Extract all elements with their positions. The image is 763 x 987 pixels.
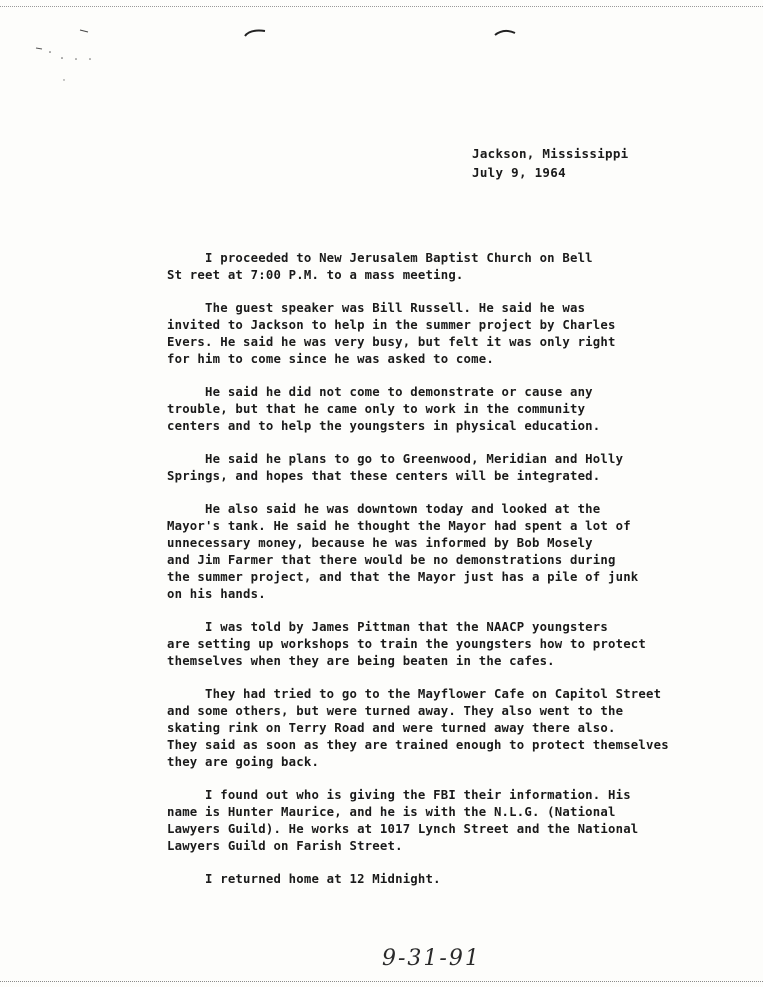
paragraph-church-meeting: I proceeded to New Jerusalem Baptist Church on Bell St reet at 7:00 P.M. to a mass meeting. <box>167 251 593 282</box>
dateline-date: July 9, 1964 <box>472 165 566 180</box>
paragraph-guest-speaker: The guest speaker was Bill Russell. He said he was invited to Jackson to help in the summer project by Charles Evers. He said he was very busy, but felt it was only right for him to come since he was asked to come. <box>167 301 616 366</box>
top-edge-rule <box>0 6 763 7</box>
handwritten-note: 9-31-91 <box>382 946 481 971</box>
dateline <box>472 144 629 182</box>
binder-hole-mark-right <box>494 28 516 38</box>
binder-hole-mark-left <box>244 28 266 38</box>
paragraph-fbi-informant: I found out who is giving the FBI their information. His name is Hunter Maurice, and he is with the N.L.G. (National Lawyers Guild). He works at 1017 Lynch Street and the National Lawyers Guild on Farish Street. <box>167 788 639 853</box>
paragraph-mayors-tank: He also said he was downtown today and looked at the Mayor's tank. He said he thought the Mayor had spent a lot of unnecessary money, because he was informed by Bob Mosely and Jim Farmer that there would be no demonstrations during the summer project, and that the Mayor just has a pile of junk on his hands. <box>167 502 639 601</box>
dateline-place: Jackson, Mississippi <box>472 146 629 161</box>
bottom-edge-rule <box>0 981 763 982</box>
paragraph-travel-plans: He said he plans to go to Greenwood, Meridian and Holly Springs, and hopes that these centers will be integrated. <box>167 452 624 483</box>
paragraph-cafes: They had tried to go to the Mayflower Cafe on Capitol Street and some others, but were turned away. They also went to the skating rink on Terry Road and were turned away there also. They said as soon as they are trained enough to protect themselves they are going back. <box>167 687 669 769</box>
paragraph-return-home: I returned home at 12 Midnight. <box>167 872 441 886</box>
scan-speck-marks <box>30 28 100 88</box>
letter-body <box>167 250 687 888</box>
paragraph-purpose: He said he did not come to demonstrate or cause any trouble, but that he came only to work in the community centers and to help the youngsters in physical education. <box>167 385 601 433</box>
paragraph-workshops: I was told by James Pittman that the NAACP youngsters are setting up workshops to train the youngsters how to protect themselves when they are being beaten in the cafes. <box>167 620 647 668</box>
